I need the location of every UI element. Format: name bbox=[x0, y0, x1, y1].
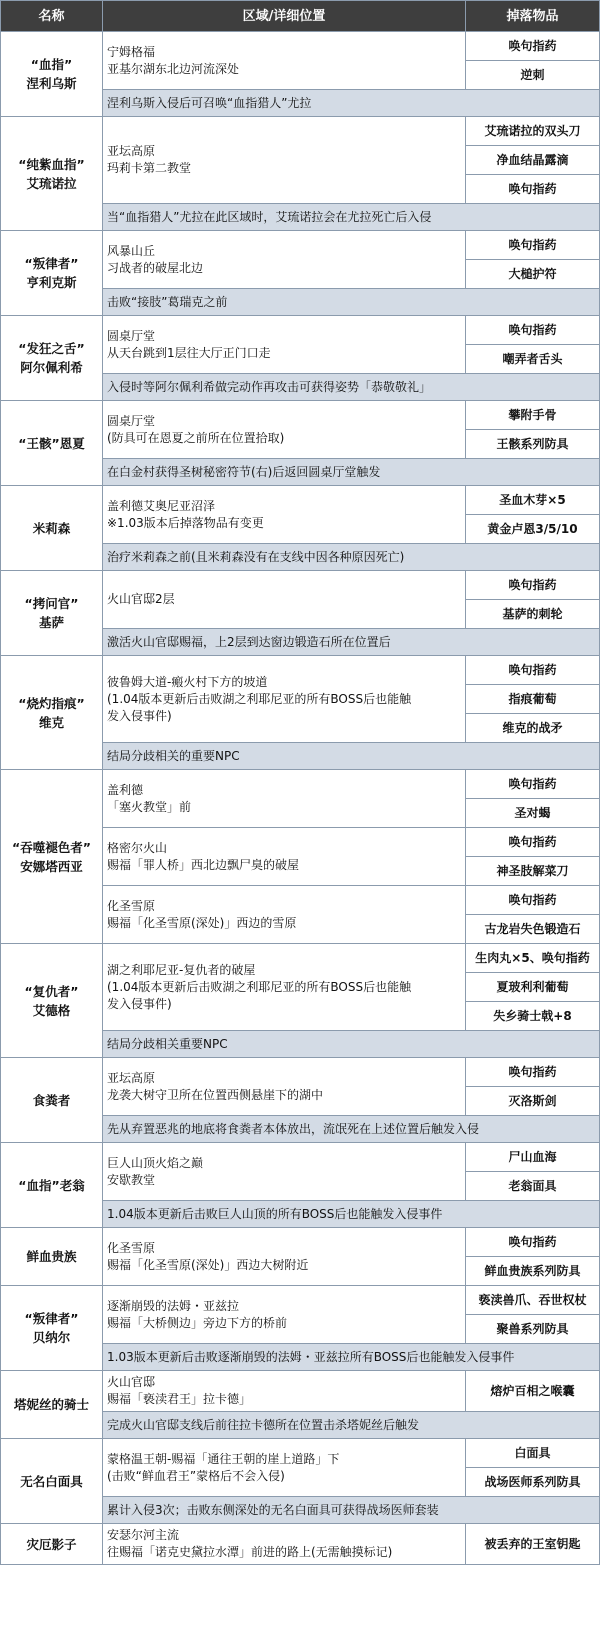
npc-name-line: 鲜血贵族 bbox=[26, 1249, 77, 1264]
npc-drop-row bbox=[1, 770, 600, 799]
npc-location bbox=[103, 1286, 466, 1344]
drop-item: 唤句指药 bbox=[466, 828, 600, 857]
npc-name-line: “血指”老翁 bbox=[18, 1177, 85, 1193]
header-drop: 掉落物品 bbox=[466, 1, 600, 32]
drop-item: 灭洛斯剑 bbox=[466, 1087, 600, 1116]
npc-note: 涅利乌斯入侵后可召唤“血指猎人”尤拉 bbox=[103, 90, 600, 117]
npc-note: 1.04版本更新后击败巨人山顶的所有BOSS后也能触发入侵事件 bbox=[103, 1201, 600, 1228]
drop-item: 战场医师系列防具 bbox=[466, 1468, 600, 1497]
drop-item: 生肉丸×5、唤句指药 bbox=[466, 944, 600, 973]
npc-name-line: “叛律者” bbox=[24, 256, 79, 271]
npc-note: 击败“接肢”葛瑞克之前 bbox=[103, 289, 600, 316]
npc-name-line: 塔妮丝的骑士 bbox=[13, 1397, 89, 1412]
drop-item: 古龙岩失色锻造石 bbox=[466, 915, 600, 944]
npc-name-line: “复仇者” bbox=[24, 983, 79, 999]
npc-location bbox=[103, 944, 466, 1031]
drop-item: 逆刺 bbox=[466, 61, 600, 90]
npc-name-line: 艾琉诺拉 bbox=[26, 175, 77, 191]
drop-item: 圣血木芽×5 bbox=[466, 486, 600, 515]
npc-drop-row bbox=[1, 316, 600, 345]
npc-drop-row bbox=[1, 1524, 600, 1565]
location-line: 发入侵事件) bbox=[107, 996, 172, 1011]
npc-note: 结局分歧相关的重要NPC bbox=[103, 743, 600, 770]
npc-note: 治疗米莉森之前(且米莉森没有在支线中因各种原因死亡) bbox=[103, 544, 600, 571]
location-line: 赐福「罪人桥」西北边飘尸臭的破屋 bbox=[107, 857, 300, 872]
location-line: 巨人山顶火焰之巅 bbox=[107, 1155, 204, 1170]
location-line: 彼鲁姆大道-瘢火村下方的坡道 bbox=[107, 674, 268, 689]
drop-item: 基萨的刺轮 bbox=[466, 600, 600, 629]
location-line: 从天台跳到1层往大厅正门口走 bbox=[107, 345, 271, 360]
location-line: 火山官邸 bbox=[107, 1375, 156, 1389]
npc-drop-row bbox=[1, 571, 600, 600]
npc-name-line: “吞噬褪色者” bbox=[12, 839, 91, 855]
location-line: (防具可在恩夏之前所在位置拾取) bbox=[107, 430, 285, 445]
npc-location bbox=[103, 1524, 466, 1565]
drop-item: 维克的战矛 bbox=[466, 714, 600, 743]
npc-drop-row bbox=[1, 486, 600, 515]
location-line: (1.04版本更新后击败湖之利耶尼亚的所有BOSS后也能触 bbox=[107, 979, 412, 994]
drop-item: 唤句指药 bbox=[466, 175, 600, 204]
npc-location bbox=[103, 1228, 466, 1286]
npc-location bbox=[103, 401, 466, 459]
location-line: 盖利德 bbox=[107, 782, 144, 797]
location-line: 化圣雪原 bbox=[107, 898, 156, 913]
drop-item: 唤句指药 bbox=[466, 1228, 600, 1257]
location-line: 龙袭大树守卫所在位置西侧悬崖下的湖中 bbox=[107, 1087, 324, 1102]
drop-item: 圣对蝎 bbox=[466, 799, 600, 828]
npc-location bbox=[103, 828, 466, 886]
location-line: 蒙格温王朝-赐福「通往王朝的崖上道路」下 bbox=[107, 1451, 340, 1466]
npc-location bbox=[103, 316, 466, 374]
location-line: 安歇教堂 bbox=[107, 1172, 156, 1187]
npc-location bbox=[103, 1439, 466, 1497]
drop-item: 唤句指药 bbox=[466, 770, 600, 799]
npc-note: 当“血指猎人”尤拉在此区域时，艾琉诺拉会在尤拉死亡后入侵 bbox=[103, 204, 600, 231]
npc-name-line: 艾德格 bbox=[32, 1002, 71, 1018]
location-line: 火山官邸2层 bbox=[107, 592, 175, 606]
drop-item: 鲜血贵族系列防具 bbox=[466, 1257, 600, 1286]
location-line: 发入侵事件) bbox=[107, 708, 172, 723]
npc-location bbox=[103, 1058, 466, 1116]
npc-drop-row bbox=[1, 1286, 600, 1315]
npc-name-line: 安娜塔西亚 bbox=[20, 858, 83, 874]
location-line: ※1.03版本后掉落物品有变更 bbox=[107, 515, 264, 530]
npc-name bbox=[1, 32, 103, 117]
drop-item: 聚兽系列防具 bbox=[466, 1315, 600, 1344]
npc-note: 累计入侵3次；击败东侧深处的无名白面具可获得战场医师套装 bbox=[103, 1497, 600, 1524]
npc-name-line: “纯紫血指” bbox=[18, 156, 85, 172]
location-line: 圆桌厅堂 bbox=[107, 328, 156, 343]
drop-item: 指痕葡萄 bbox=[466, 685, 600, 714]
location-line: 圆桌厅堂 bbox=[107, 413, 156, 428]
npc-name-line: 涅利乌斯 bbox=[26, 76, 77, 91]
drop-item: 亵渎兽爪、吞世权杖 bbox=[466, 1286, 600, 1315]
table-header-row bbox=[1, 1, 600, 32]
npc-name-line: 基萨 bbox=[38, 615, 64, 630]
drop-item: 唤句指药 bbox=[466, 316, 600, 345]
location-line: 亚基尔湖东北边河流深处 bbox=[107, 61, 240, 76]
npc-note: 入侵时等阿尔佩利希做完动作再攻击可获得姿势「恭敬敬礼」 bbox=[103, 374, 600, 401]
location-line: 格密尔火山 bbox=[107, 840, 168, 855]
npc-name-line: 食粪者 bbox=[32, 1092, 71, 1108]
npc-location bbox=[103, 231, 466, 289]
npc-name bbox=[1, 486, 103, 571]
npc-location bbox=[103, 886, 466, 944]
location-line: 赐福「亵渎君王」拉卡德」 bbox=[107, 1392, 252, 1406]
npc-drop-row bbox=[1, 1143, 600, 1172]
npc-name-line: 灾厄影子 bbox=[26, 1536, 77, 1552]
npc-name-line: “烧灼指痕” bbox=[18, 695, 85, 711]
location-line: 「塞火教堂」前 bbox=[107, 799, 192, 814]
header-name: 名称 bbox=[1, 1, 103, 32]
drop-item: 大槌护符 bbox=[466, 260, 600, 289]
npc-location bbox=[103, 770, 466, 828]
npc-drop-row bbox=[1, 401, 600, 430]
drop-item: 攀附手骨 bbox=[466, 401, 600, 430]
location-line: 化圣雪原 bbox=[107, 1240, 156, 1255]
drop-item: 唤句指药 bbox=[466, 886, 600, 915]
drop-item: 老翁面具 bbox=[466, 1172, 600, 1201]
location-line: 往赐福「诺克史黛拉水潭」前进的路上(无需触摸标记) bbox=[107, 1545, 393, 1559]
header-area: 区域/详细位置 bbox=[103, 1, 466, 32]
npc-drop-row bbox=[1, 231, 600, 260]
drop-item: 唤句指药 bbox=[466, 1058, 600, 1087]
location-line: 宁姆格福 bbox=[107, 44, 156, 59]
location-line: 亚坛高原 bbox=[107, 1070, 156, 1085]
npc-location bbox=[103, 486, 466, 544]
npc-note: 1.03版本更新后击败逐渐崩毁的法姆・亚兹拉所有BOSS后也能触发入侵事件 bbox=[103, 1344, 600, 1371]
location-line: (击败“鲜血君王”蒙格后不会入侵) bbox=[107, 1468, 285, 1483]
npc-name bbox=[1, 1286, 103, 1371]
drop-item: 神圣肢解菜刀 bbox=[466, 857, 600, 886]
npc-location bbox=[103, 117, 466, 204]
location-line: 盖利德艾奥尼亚沼泽 bbox=[107, 498, 216, 513]
npc-name bbox=[1, 571, 103, 656]
npc-note: 结局分歧相关重要NPC bbox=[103, 1031, 600, 1058]
npc-drop-row bbox=[1, 1058, 600, 1087]
npc-location bbox=[103, 1143, 466, 1201]
drop-item: 唤句指药 bbox=[466, 571, 600, 600]
npc-name bbox=[1, 656, 103, 770]
npc-name bbox=[1, 117, 103, 231]
npc-name bbox=[1, 401, 103, 486]
npc-name-line: 阿尔佩利希 bbox=[20, 360, 83, 375]
npc-name-line: 贝纳尔 bbox=[32, 1330, 71, 1345]
location-line: 风暴山丘 bbox=[107, 243, 156, 258]
location-line: 亚坛高原 bbox=[107, 144, 156, 158]
npc-drop-row bbox=[1, 1228, 600, 1257]
drop-item: 净血结晶露滴 bbox=[466, 146, 600, 175]
location-line: 赐福「化圣雪原(深处)」西边的雪原 bbox=[107, 915, 297, 930]
npc-note: 完成火山官邸支线后前往拉卡德所在位置击杀塔妮丝后触发 bbox=[103, 1412, 600, 1439]
drop-item: 被丢弃的王室钥匙 bbox=[466, 1524, 600, 1565]
npc-drop-row bbox=[1, 1439, 600, 1468]
npc-name bbox=[1, 1228, 103, 1286]
drop-item: 白面具 bbox=[466, 1439, 600, 1468]
drop-item: 唤句指药 bbox=[466, 231, 600, 260]
location-line: (1.04版本更新后击败湖之利耶尼亚的所有BOSS后也能触 bbox=[107, 691, 412, 706]
npc-name bbox=[1, 1058, 103, 1143]
location-line: 赐福「大桥侧边」旁边下方的桥前 bbox=[107, 1315, 288, 1330]
npc-note: 在白金村获得圣树秘密符节(右)后返回圆桌厅堂触发 bbox=[103, 459, 600, 486]
drop-item: 尸山血海 bbox=[466, 1143, 600, 1172]
npc-location bbox=[103, 656, 466, 743]
npc-name-line: 亨利克斯 bbox=[26, 275, 77, 290]
npc-name-line: “叛律者” bbox=[24, 1311, 79, 1326]
npc-location bbox=[103, 32, 466, 90]
npc-drop-row bbox=[1, 117, 600, 146]
npc-drop-row bbox=[1, 944, 600, 973]
drop-item: 王骸系列防具 bbox=[466, 430, 600, 459]
location-line: 习战者的破屋北边 bbox=[107, 260, 204, 275]
npc-name-line: 维克 bbox=[38, 714, 64, 730]
drop-item: 黄金卢恩3/5/10 bbox=[466, 515, 600, 544]
npc-name bbox=[1, 1371, 103, 1439]
npc-name bbox=[1, 770, 103, 944]
npc-drop-row bbox=[1, 656, 600, 685]
location-line: 湖之利耶尼亚-复仇者的破屋 bbox=[107, 962, 256, 977]
npc-drop-row bbox=[1, 1371, 600, 1412]
npc-name bbox=[1, 1439, 103, 1524]
drop-item: 失乡骑士戟+8 bbox=[466, 1002, 600, 1031]
drop-item: 唤句指药 bbox=[466, 32, 600, 61]
location-line: 逐渐崩毁的法姆・亚兹拉 bbox=[107, 1298, 240, 1313]
npc-name-line: “拷问官” bbox=[24, 596, 79, 611]
location-line: 安瑟尔河主流 bbox=[107, 1528, 180, 1542]
drop-item: 夏玻利利葡萄 bbox=[466, 973, 600, 1002]
npc-name-line: 无名白面具 bbox=[20, 1473, 83, 1489]
location-line: 玛莉卡第二教堂 bbox=[107, 161, 192, 175]
drop-item: 唤句指药 bbox=[466, 656, 600, 685]
npc-name bbox=[1, 316, 103, 401]
npc-note: 先从弃置恶兆的地底将食粪者本体放出，流氓死在上述位置后触发入侵 bbox=[103, 1116, 600, 1143]
npc-name bbox=[1, 231, 103, 316]
npc-name bbox=[1, 944, 103, 1058]
npc-note: 激活火山官邸赐福，上2层到达窗边锻造石所在位置后 bbox=[103, 629, 600, 656]
npc-name-line: 米莉森 bbox=[32, 520, 71, 536]
location-line: 赐福「化圣雪原(深处)」西边大树附近 bbox=[107, 1257, 309, 1272]
npc-name bbox=[1, 1143, 103, 1228]
drop-item: 嘲弄者舌头 bbox=[466, 345, 600, 374]
drop-item: 艾琉诺拉的双头刀 bbox=[466, 117, 600, 146]
npc-drop-row bbox=[1, 32, 600, 61]
drop-item: 熔炉百相之喉囊 bbox=[466, 1371, 600, 1412]
npc-location bbox=[103, 571, 466, 629]
npc-location bbox=[103, 1371, 466, 1412]
npc-name-line: “王骸”恩夏 bbox=[18, 435, 85, 451]
npc-name-line: “血指” bbox=[30, 57, 73, 72]
npc-name-line: “发狂之舌” bbox=[18, 341, 85, 356]
npc-name bbox=[1, 1524, 103, 1565]
